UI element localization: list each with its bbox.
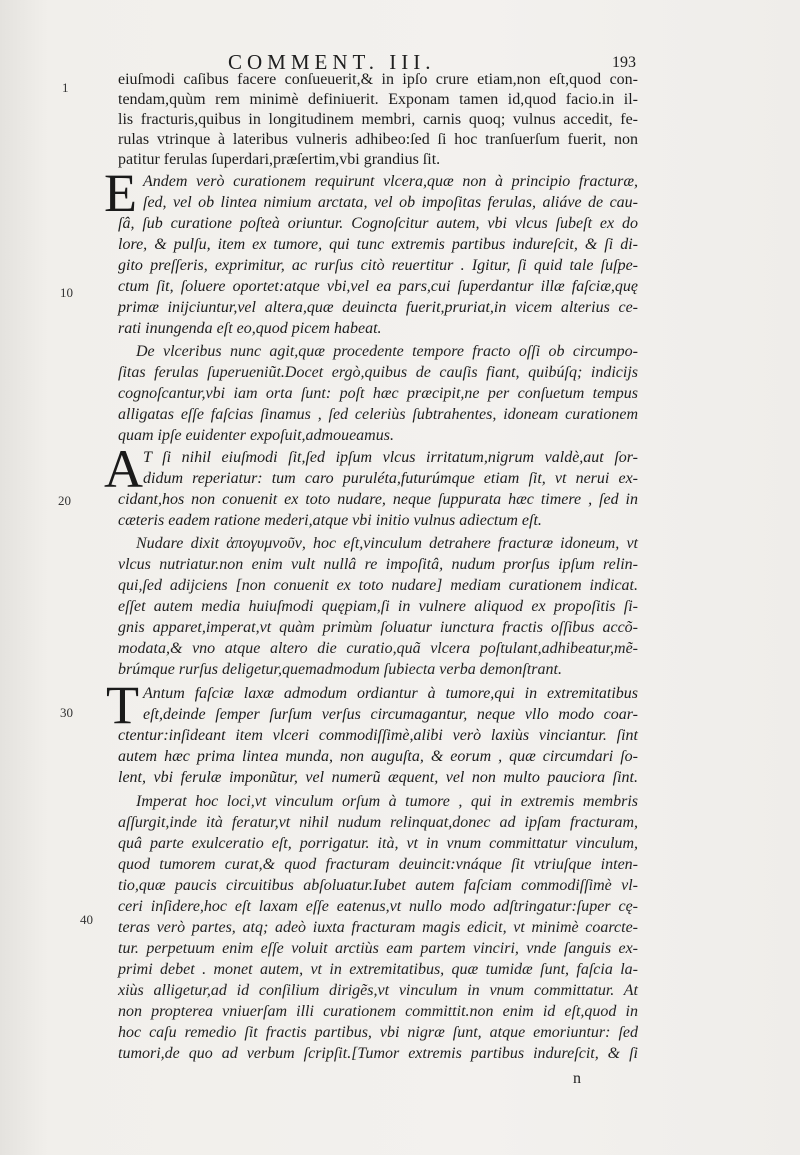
text-line: ſâ, ſub curatione poſteà oriuntur. Cognoſcitur autem, vbi vlcus ſubeſt ex do xyxy=(118,215,638,232)
text-line: cæteris eadem ratione mederi,atque vbi initio vulnus adiectum eſt. xyxy=(118,512,542,529)
text-line: xiùs alligetur,ad id conſilium dirigẽs,vt vinculum in vnum committatur. At xyxy=(118,982,638,999)
text-line: quod tumorem curat,& quod fracturam deuincit:vnáque ſit vtriuſque inten- xyxy=(118,856,638,873)
text-line: ctum ſit, ſoluere oportet:atque vbi,vel ea pars,cui ſuperdantur illæ faſciæ,quę xyxy=(118,278,638,295)
text-line: eiuſmodi caſibus facere conſueuerit,& in ipſo crure etiam,non eſt,quod con- xyxy=(118,71,638,88)
text-line: brúmque rurſus deligetur,quemadmodum ſubiecta verba demonſtrant. xyxy=(118,661,562,678)
text-line: patitur ferulas ſuperdari,præſertim,vbi grandius ſit. xyxy=(118,151,441,168)
text-line: De vlceribus nunc agit,quæ procedente tempore fracto oſſi ob circumpo- xyxy=(136,343,638,360)
text-line: Imperat hoc loci,vt vinculum orſum à tumore , qui in extremis membris xyxy=(136,793,638,810)
text-line: quam ipſe euidenter expoſuit,admoueamus. xyxy=(118,427,394,444)
text-line: lis fracturis,quibus in longitudinem membri, carnis quoq; vulnus accedit, fe- xyxy=(118,111,638,128)
margin-line-number: 30 xyxy=(60,705,73,720)
text-line: eſt,deinde ſemper ſurſum verſus circumagantur, neque vllo modo coar- xyxy=(143,706,638,723)
text-line: quâ parte exulceratio eſt, porrigatur. ità, vt in vnum committatur vinculum, xyxy=(118,835,638,852)
drop-capital: A xyxy=(104,439,143,499)
text-line: lent, vbi ferulæ imponũtur, vel numerũ æquent, vel non multo pauciora ſint. xyxy=(118,769,638,786)
text-line: cognoſcantur,vbi iam orta ſunt: poſt hæc præcipit,ne per conſuetum tempus xyxy=(118,385,638,402)
text-line: Nudare dixit ἀπογυμνοῦν, hoc eſt,vinculum detrahere fracturæ idoneum, vt xyxy=(136,535,638,552)
margin-line-number: 40 xyxy=(80,912,93,927)
text-line: cidant,hos non conuenit ex toto nudare, neque ſuppurata hæc timere , ſed in xyxy=(118,491,638,508)
text-line: ſed, vel ob lintea nimium arctata, vel ob impoſitas ferulas, aliáve de cau- xyxy=(143,194,638,211)
text-line: tur. perpetuum enim eſſe voluit arctiùs eam partem vinciri, vnde ſanguis ex- xyxy=(118,940,638,957)
text-line: aſſurgit,inde ità feratur,vt nihil nudum relinquat,donec ad ipſam fracturam, xyxy=(118,814,638,831)
text-line: primæ inijciuntur,vel altera,quæ deuincta fuerit,pruriat,in vicem alterius ce- xyxy=(118,299,638,316)
running-head: COMMENT. III. xyxy=(228,50,436,74)
text-line: modata,& vno atque altero die curatio,quã vlcera poſtulant,adhibeatur,mẽ- xyxy=(118,640,638,657)
text-line: Antum faſciæ laxæ admodum ordiantur à tumore,qui in extremitatibus xyxy=(143,685,638,702)
text-line: gito preſſeris, exprimitur, ac rurſus citò reuertitur . Igitur, ſi quid tale ſuſpe- xyxy=(118,257,638,274)
margin-line-number: 1 xyxy=(62,80,69,95)
text-line: tendam,quùm rem minimè definiuerit. Exponam tamen id,quod facio.in il- xyxy=(118,91,638,108)
text-line: ſitas ferulas ſuperueniũt.Docet ergò,quibus de cauſis fiant, quibúſq; indicijs xyxy=(118,364,638,381)
text-line: tumori,de quo ad verbum ſcripſit.[Tumor extremis partibus indureſcit, & ſi xyxy=(118,1045,638,1062)
margin-line-number: 20 xyxy=(58,493,71,508)
text-line: primi debet . monet autem, vt in extremitatibus, quæ tumidæ ſunt, faſcia la- xyxy=(118,961,638,978)
text-line: non propterea vniuerſam illi curationem committit.non enim id eſt,quod in xyxy=(118,1003,638,1020)
text-line: Andem verò curationem requirunt vlcera,quæ non à principio fracturæ, xyxy=(143,173,638,190)
text-line: qui,ſed adijciens [non conuenit ex toto nudare] mediam curationem indicat. xyxy=(118,577,638,594)
drop-capital: E xyxy=(104,163,137,223)
text-line: alligatas eſſe faſcias ſinamus , ſed celeriùs ſubtrahentes, idoneam curationem xyxy=(118,406,638,423)
text-line: rulas vtrinque à lateribus vulneris adhibeo:ſed ſi hoc tranſuerſum fuerit, non xyxy=(118,131,638,148)
page-number: 193 xyxy=(612,54,636,71)
margin-line-number: 10 xyxy=(60,285,73,300)
drop-capital: T xyxy=(106,675,139,735)
text-line: lore, & pulſu, item ex tumore, qui tunc extremis partibus indureſcit, & ſi di- xyxy=(118,236,638,253)
text-line: rati inungenda eſt eo,quod picem habeat. xyxy=(118,320,382,337)
text-line: tio,quæ paucis circuitibus abſoluatur.Iubet autem faſciam commodiſſimè vl- xyxy=(118,877,638,894)
text-line: T ſi nihil eiuſmodi ſit,ſed ipſum vlcus irritatum,nigrum valdè,aut ſor- xyxy=(143,449,638,466)
catchword: n xyxy=(573,1070,581,1087)
text-line: ceri inſidere,hoc eſt laxam eſſe eatenus,vt nullo modo adſtringatur:ſuper cę- xyxy=(118,898,638,915)
text-line: teras verò partes, atq; adeò iuxta fracturam magis edicit, vt minimè coarcte- xyxy=(118,919,638,936)
text-line: hoc caſu remedio ſit fractis partibus, vbi nigræ ſunt, atque emoriuntur: ſed xyxy=(118,1024,638,1041)
text-line: vlcus nutriatur.non enim vult nullâ re impoſitâ, nudum prorſus ipſum relin- xyxy=(118,556,638,573)
text-line: didum reperiatur: tum caro puruléta,futurúmque etiam ſit, vt nerui ex- xyxy=(143,470,638,487)
text-line: gnis apparet,imperat,vt quàm primùm ſoluatur iunctura fractis oſſibus accõ- xyxy=(118,619,638,636)
text-line: eſſet autem media huiuſmodi quępiam,ſi in vulnere aliquod ex propoſitis ſi- xyxy=(118,598,638,615)
text-line: autem hæc prima lintea munda, non auguſta, & eorum , quæ circumdari ſo- xyxy=(118,748,638,765)
text-line: ctentur:inſideant item vlceri commodiſſimè,alibi verò laxiùs vinciantur. ſint xyxy=(118,727,638,744)
